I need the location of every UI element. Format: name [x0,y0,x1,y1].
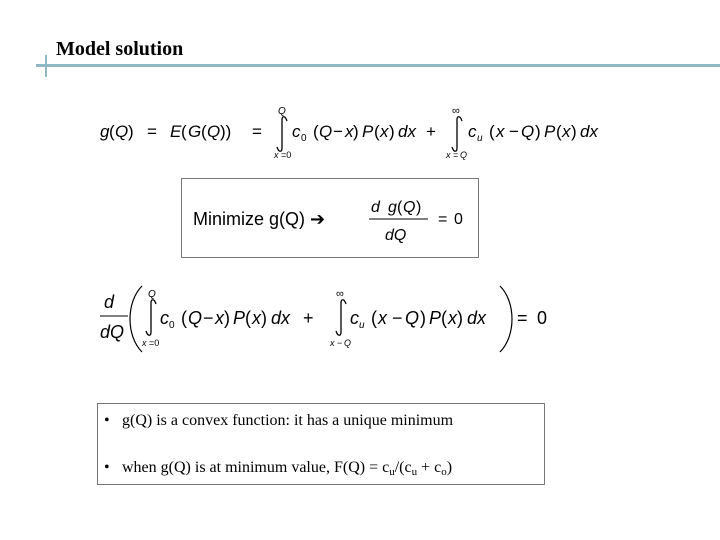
svg-text:Q: Q [148,289,156,300]
svg-text:Q: Q [207,122,221,141]
svg-text:): ) [353,122,359,141]
svg-text:(: ( [371,308,377,328]
bullet-text-mid: /(c [394,459,412,476]
svg-text:u: u [359,320,365,331]
svg-text:−: − [203,308,214,328]
implies-arrow-icon: ➔ [310,209,326,229]
svg-text:(: ( [397,199,403,216]
svg-text:G: G [188,122,202,141]
svg-text:−: − [392,308,403,328]
svg-text:−: − [509,122,519,141]
svg-text:): ) [389,122,395,141]
title-accent-bar [45,55,47,77]
subscript-u: u [411,466,418,478]
svg-text:u: u [477,133,483,144]
svg-text:d: d [371,199,380,216]
svg-text:): ) [261,308,267,328]
svg-text:(: ( [181,308,187,328]
svg-text:)): )) [220,122,232,141]
svg-text:x: x [446,150,451,160]
svg-text:c: c [160,308,169,328]
bullet-text-end: ) [446,459,453,476]
svg-text:Q: Q [403,199,416,216]
svg-text:Q: Q [344,338,352,348]
title-underline [36,64,720,67]
svg-text:∞: ∞ [452,105,460,117]
svg-text:): ) [457,308,463,328]
svg-text:=: = [453,150,459,160]
svg-text:x: x [496,122,505,141]
svg-text:0: 0 [169,320,175,331]
svg-text:=: = [147,122,157,141]
svg-text:x: x [562,122,571,141]
bullet-text-plus: + c [417,459,442,476]
minimize-label-row [193,208,325,230]
svg-text:(: ( [374,122,380,141]
svg-text:(: ( [201,122,207,141]
svg-text:x: x [215,308,224,328]
equation-condition [366,192,470,250]
equation-derivative [96,282,556,356]
svg-text:(: ( [181,122,187,141]
svg-text:0: 0 [301,133,307,144]
svg-text:P: P [233,308,246,328]
svg-text:d: d [104,292,115,312]
svg-text:Q: Q [319,122,333,141]
svg-text:(: ( [109,122,115,141]
svg-text:+: + [426,122,436,141]
minimize-label: Minimize g(Q) [193,209,306,229]
svg-text:g: g [388,199,397,216]
bullet-text-prefix: when g(Q) is at minimum value, F(Q) = c [122,459,390,476]
svg-text:=: = [252,122,262,141]
svg-text:): ) [420,308,426,328]
svg-text:∞: ∞ [336,288,344,300]
svg-text:Q: Q [188,308,203,328]
svg-text:x: x [448,308,457,328]
subscript-u: u [389,466,395,478]
equation-definition [96,100,616,166]
svg-text:x: x [142,338,147,348]
bullet-item-minimum [104,458,452,478]
svg-text:=0: =0 [281,150,292,160]
svg-text:=: = [438,211,448,228]
svg-text:c: c [292,122,301,141]
svg-text:x: x [345,122,354,141]
svg-text:): ) [571,122,577,141]
svg-text:−: − [333,122,343,141]
svg-text:0: 0 [454,211,463,228]
bullet-marker: • [104,412,110,429]
svg-text:(: ( [556,122,562,141]
svg-text:P: P [429,308,442,328]
svg-text:Q: Q [405,308,420,328]
svg-text:dx: dx [398,122,416,141]
bullet-text: g(Q) is a convex function: it has a unique minimum [122,412,454,429]
bullet-item-convex [104,411,453,431]
svg-text:=: = [517,308,528,328]
svg-text:P: P [362,122,374,141]
svg-text:Q: Q [521,122,535,141]
svg-text:=0: =0 [149,338,160,348]
svg-text:Q: Q [278,106,286,117]
svg-text:(: ( [245,308,251,328]
svg-text:c: c [468,122,477,141]
svg-text:E: E [170,122,182,141]
svg-text:): ) [128,122,134,141]
svg-text:0: 0 [537,308,548,328]
svg-text:dQ: dQ [100,322,125,342]
svg-text:x: x [330,338,335,348]
svg-text:(: ( [489,122,495,141]
svg-text:): ) [224,308,230,328]
svg-text:x: x [378,308,387,328]
svg-text:+: + [303,308,314,328]
svg-text:dQ: dQ [385,227,407,244]
svg-text:dx: dx [580,122,598,141]
subscript-o: o [441,466,447,478]
svg-text:g: g [100,122,110,141]
svg-text:−: − [337,338,343,348]
svg-text:dx: dx [271,308,291,328]
svg-text:P: P [544,122,556,141]
bullet-marker: • [104,459,110,476]
svg-text:Q: Q [460,150,468,160]
svg-text:x: x [252,308,261,328]
svg-text:): ) [416,199,422,216]
svg-text:(: ( [441,308,447,328]
svg-text:(: ( [313,122,319,141]
svg-text:c: c [350,308,359,328]
svg-text:x: x [274,150,279,160]
svg-text:): ) [535,122,541,141]
slide-title: Model solution [56,38,184,60]
svg-text:dx: dx [467,308,487,328]
svg-text:Q: Q [115,122,129,141]
svg-text:x: x [380,122,389,141]
